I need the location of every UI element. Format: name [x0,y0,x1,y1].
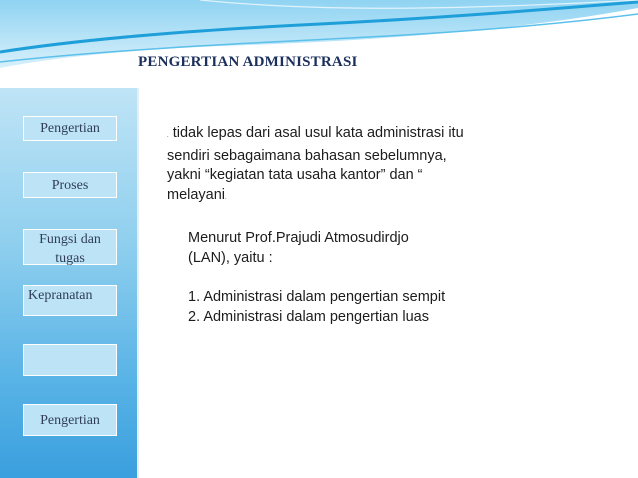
paragraph-definition [167,124,527,208]
paragraph-line: yakni “kegiatan tata usaha kantor” dan “ [167,167,423,183]
nav-button-kepranatan[interactable] [23,285,117,316]
paragraph-line [167,124,527,147]
nav-button-pengertian[interactable] [23,116,117,141]
nav-button-label-line1: Fungsi dan [39,232,101,247]
paragraph-source [188,229,518,268]
dot-marker: . [225,194,227,201]
nav-button-label-line2: tugas [55,251,85,266]
dot-marker: . [167,133,169,139]
list-item: 2. Administrasi dalam pengertian luas [188,308,429,325]
nav-button-empty[interactable] [23,344,117,376]
paragraph-line: sendiri sebagaimana bahasan sebelumnya, [167,147,447,164]
nav-button-pengertian-2[interactable] [23,404,117,436]
paragraph-line [167,186,527,209]
nav-button-proses[interactable] [23,172,117,198]
list-item: 1. Administrasi dalam pengertian sempit [188,289,446,305]
nav-button-label: Kepranatan [28,288,93,303]
nav-button-label: Proses [51,178,89,193]
definition-list [188,288,518,327]
paragraph-line-text: tidak lepas dari asal usul kata administrasi itu [172,125,464,141]
nav-button-label: Pengertian [40,121,100,136]
nav-button-label: Pengertian [40,413,100,428]
paragraph-line-text: melayani [167,186,226,203]
slide-title: PENGERTIAN ADMINISTRASI [138,54,358,70]
nav-button-fungsi-dan-tugas[interactable] [23,229,117,265]
paragraph-line: (LAN), yaitu : [188,249,273,266]
paragraph-line: Menurut Prof.Prajudi Atmosudirdjo [188,230,409,246]
sidebar-divider [137,88,139,478]
